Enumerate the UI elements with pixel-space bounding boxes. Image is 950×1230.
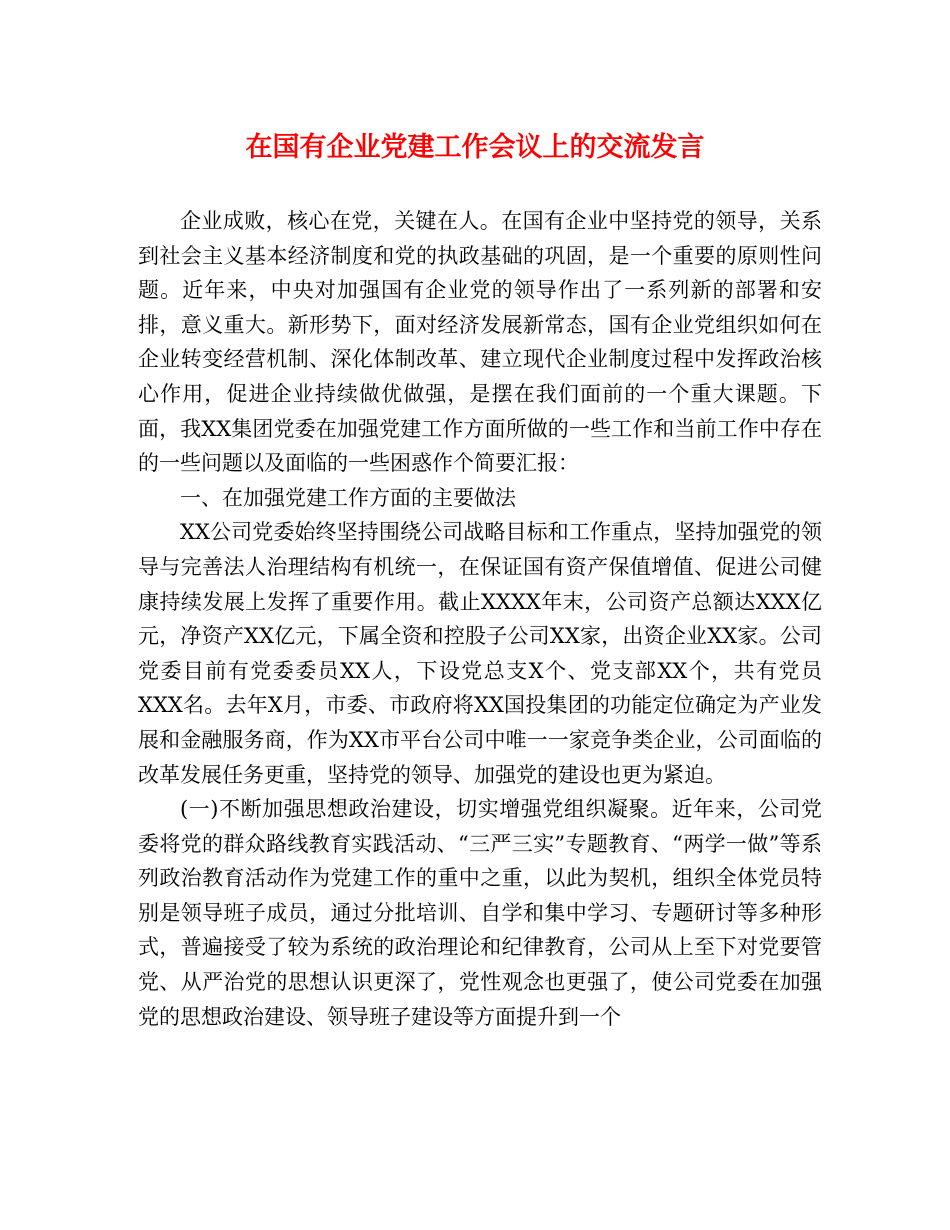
paragraph-subsection-1: (一)不断加强思想政治建设，切实增强党组织凝聚。近年来，公司党委将党的群众路线教育实践活动、“三严三实”专题教育、“两学一做”等系列政治教育活动作为党建工作的重中之重，以此为契机，组织全体党员特别是领导班子成员，通过分批培训、自学和集中学习、专题研讨等多种形式，普遍接受了较为系统的政治理论和纪律教育，公司从上至下对党要管党、从严治党的思想认识更深了，党性观念也更强了，使公司党委在加强党的思想政治建设、领导班子建设等方面提升到一个 [138,797,822,1029]
paragraph-intro: 企业成败，核心在党，关键在人。在国有企业中坚持党的领导，关系到社会主义基本经济制度和党的执政基础的巩固，是一个重要的原则性问题。近年来，中央对加强国有企业党的领导作出了一系列新的部署和安排，意义重大。新形势下，面对经济发展新常态，国有企业党组织如何在企业转变经营机制、深化体制改革、建立现代企业制度过程中发挥政治核心作用，促进企业持续做优做强，是摆在我们面前的一个重大课题。下面，我XX集团党委在加强党建工作方面所做的一些工作和当前工作中存在的一些问题以及面临的一些困惑作个简要汇报： [138,209,822,476]
paragraph-company-overview: XX公司党委始终坚持围绕公司战略目标和工作重点，坚持加强党的领导与完善法人治理结构有机统一，在保证国有资产保值增值、促进公司健康持续发展上发挥了重要作用。截止XXXX年末，公司资产总额达XXX亿元，净资产XX亿元，下属全资和控股子公司XX家，出资企业XX家。公司党委目前有党委委员XX人，下设党总支X个、党支部XX个，共有党员XXX名。去年X月，市委、市政府将XX国投集团的功能定位确定为产业发展和金融服务商，作为XX市平台公司中唯一一家竞争类企业，公司面临的改革发展任务更重，坚持党的领导、加强党的建设也更为紧迫。 [138,520,822,787]
section-heading-1: 一、在加强党建工作方面的主要做法 [180,485,516,510]
document-title: 在国有企业党建工作会议上的交流发言 [245,132,705,163]
document-body [138,204,822,1034]
